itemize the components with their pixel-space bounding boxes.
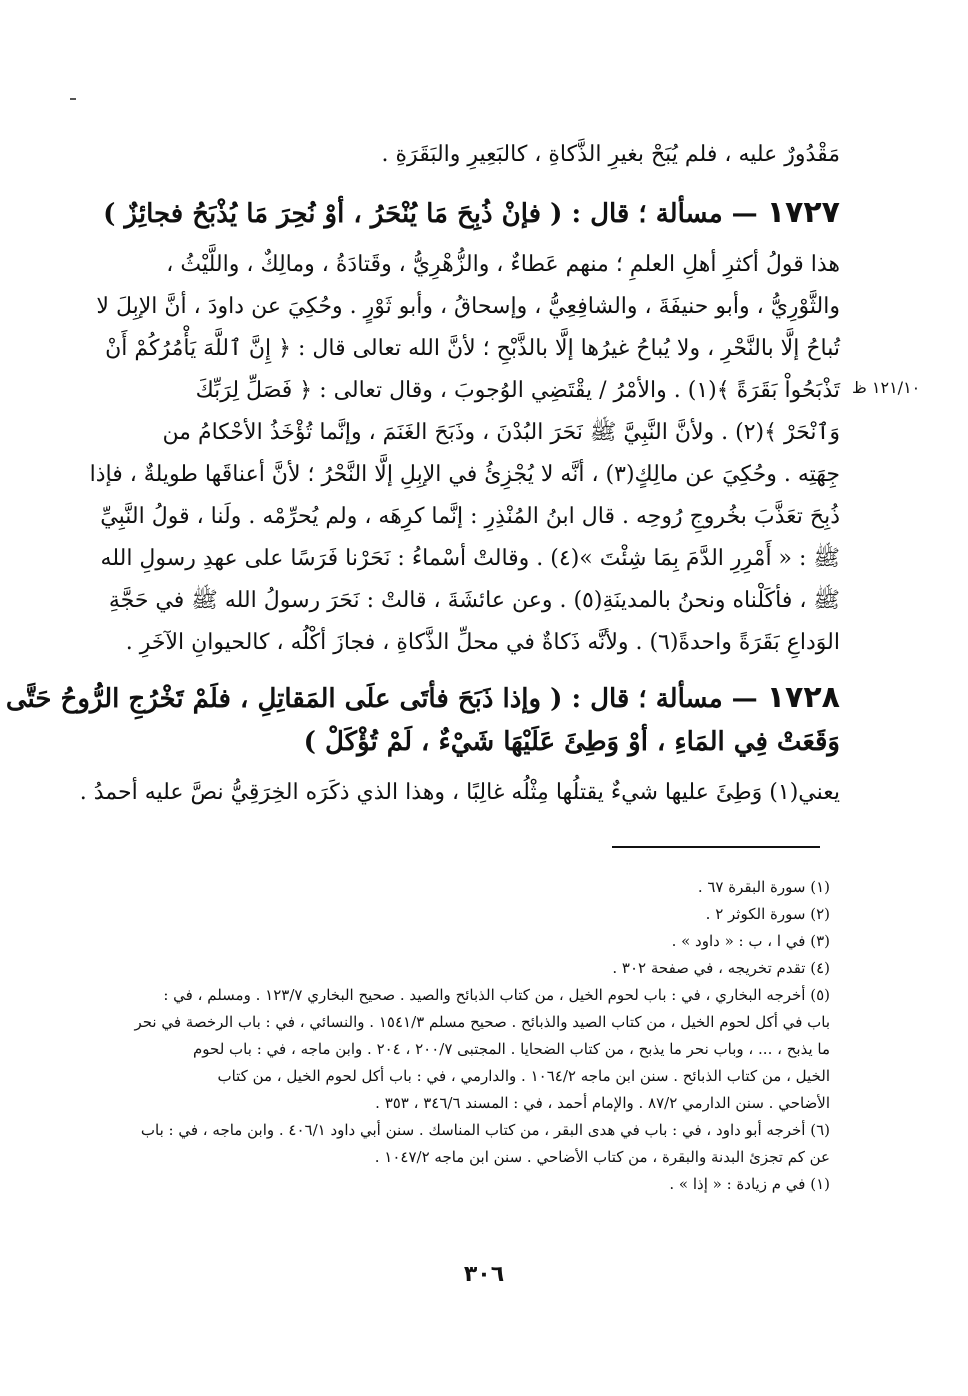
continuation-text (112, 134, 840, 176)
body-line: ﷺ : « أَمْرِرِ الدَّمَ بِمَا شِئْتَ »(٤) . وقالتْ أسْماءُ : نَحَرْنا فَرَسًا على عهدِ رسولِ الله (100, 546, 840, 571)
issue-number: ١٧٢٨ (766, 680, 840, 715)
body-line: هذا قولُ أكثرِ أهلِ العلمِ ؛ منهم عَطاءٌ ، والزُّهْرِيُّ ، وقَتادَةُ ، ومالِكٌ ، واللَّيْثُ ، (166, 252, 840, 277)
body-line: وَٱنْحَرْ ﴾(٢) . ولأنَّ النَّبِيَّ ﷺ نَحَرَ البُدْنَ ، وذَبَحَ الغَنَمَ ، وإنَّما تُؤْخَذُ الأحْكامُ من (162, 420, 840, 445)
footnote: (١) في م زيادة : « إذا » . (669, 1175, 830, 1193)
footnote: عن كم تجزئ البدنة والبقرة ، من كتاب الأضاحي . سنن ابن ماجه ١٠٤٧/٢ . (374, 1148, 830, 1166)
footnote: (٢) سورة الكوثر ٢ . (705, 905, 830, 923)
issue-heading-text: — مسألة ؛ قال : ( وإذا ذَبَحَ فأتَى علَى المَقاتِلِ ، فلَمْ تَخْرُجِ الرُّوحُ حَتَّى (5, 684, 758, 714)
footnote: ما يذبح ، ... ، وباب نحر ما يذبح ، من كتاب الضحايا . المجتبى ٢٠٠/٧ ، ٢٠٤ . وابن ماجه ، في : باب لحوم (193, 1040, 830, 1058)
footnote: (٥) أخرجه البخاري ، في : باب لحوم الخيل ، من كتاب الذبائح والصيد . صحيح البخاري ١٢٣/٧ . ومسلم ، في : (163, 986, 830, 1004)
issue-heading-continued: وَقَعَتْ فِي المَاءِ ، أوْ وَطِئَ عَلَيْهَا شَيْءٌ ، لَمْ تُؤْكَلْ ) (303, 727, 840, 757)
footnote: (١) سورة البقرة ٦٧ . (697, 878, 830, 896)
body-line: ذُبِحَ تعَذَّبَ بخُروجِ رُوحِه . قال ابنُ المُنْذِرِ : إنَّما كرِهَه ، ولم يُحرِّمْه . ولَنا ، قولُ النَّبِيِّ (100, 504, 840, 529)
footnote-divider (612, 846, 820, 848)
footnotes (134, 874, 830, 1198)
footnote: الخيل ، من كتاب الذبائح . سنن ابن ماجه ١٠٦٤/٢ . والدارمي ، في : باب أكل لحوم الخيل ، من كتاب (217, 1067, 830, 1085)
body-line: والثَّوْرِيُّ ، وأبو حنيفَةَ ، والشافِعِيُّ ، وإسحاقُ ، وأبو ثَوْرٍ . وحُكِيَ عن داودَ ، أنَّ الإبِلَ لا (96, 294, 840, 319)
issue-heading (5, 676, 840, 720)
issue-heading (103, 190, 840, 236)
issue-1727-body (89, 244, 840, 664)
body-line: ﷺ ، فأكَلْناه ونحنُ بالمدينَةِ(٥) . وعن عائشَةَ ، قالتْ : نَحَرَ رسولُ الله ﷺ في حَجَّةِ (108, 588, 840, 613)
issue-1728 (5, 676, 840, 814)
footnote: (٤) تقدم تخريجه ، في صفحة ٣٠٢ . (612, 959, 830, 977)
footnote: (٦) أخرجه أبو داود ، في : باب في هدى البقر ، من كتاب المناسك . سنن أبي داود ٤٠٦/١ . وابن ماجه ، في : باب (140, 1121, 830, 1139)
body-line: تُباحُ إلَّا بالنَّحْرِ ، ولا يُباحُ غيرُها إلَّا بالذَّبْحِ ؛ لأنَّ الله تعالى قال : ﴿ إِنَّ ٱللَّهَ يَأْمُرُكُمْ أَنْ (105, 336, 840, 361)
body-line: الوَداعِ بَقَرَةً واحدةً(٦) . ولأنَّه ذَكاةٌ في محلِّ الذَّكاةِ ، فجازَ أكْلُه ، كالحيوانِ الآخَرِ . (125, 630, 840, 655)
page-number: ٣٠٦ (463, 1262, 505, 1287)
body-line: مَقْدُورٌ عليه ، فلم يُبَحْ بغيرِ الذَّكاةِ ، كالبَعِيرِ والبَقَرَةِ . (381, 142, 840, 167)
body-line: يعني(١) وَطِئَ عليها شيءٌ يقتلُها مِثْلُه غالِبًا ، وهذا الذي ذكَرَه الخِرَقِيُّ نصَّ عليه أحمدُ . (79, 780, 840, 805)
issue-heading-text: — مسألة ؛ قال : ( فإنْ ذُبِحَ مَا يُنْحَرُ ، أوْ نُحِرَ مَا يُذْبَحُ فجائِزٌ ) (103, 199, 758, 229)
body-line: تَذْبَحُواْ بَقَرَةً ﴾(١) . والأمْرُ / يقْتَضِي الوُجوبَ ، وقال تعالى : ﴿ فَصَلِّ لِرَبِّكَ (195, 378, 840, 403)
issue-1727 (103, 190, 840, 236)
footnote: الأضاحي . سنن الدارمي ٨٧/٢ . والإمام أحمد ، في : المسند ٣٤٦/٦ ، ٣٥٣ . (375, 1094, 830, 1112)
body-line: جِهَتِه . وحُكِيَ عن مالِكٍ(٣) ، أنَّه لا يُجْزِئُ في الإبِلِ إلَّا النَّحْرُ ؛ لأنَّ أعناقَها طويلةٌ ، فإذا (89, 462, 840, 487)
footnote: (٣) في ا ، ب : « داود » . (671, 932, 830, 950)
issue-number: ١٧٢٧ (766, 195, 840, 230)
margin-note: ١٢١/١٠ ظ (852, 378, 921, 397)
footnote: باب في أكل لحوم الخيل ، من كتاب الصيد والذبائح . صحيح مسلم ١٥٤١/٣ . والنسائي ، في : باب الرخصة في نحر (134, 1013, 830, 1031)
scan-mark (70, 98, 76, 100)
